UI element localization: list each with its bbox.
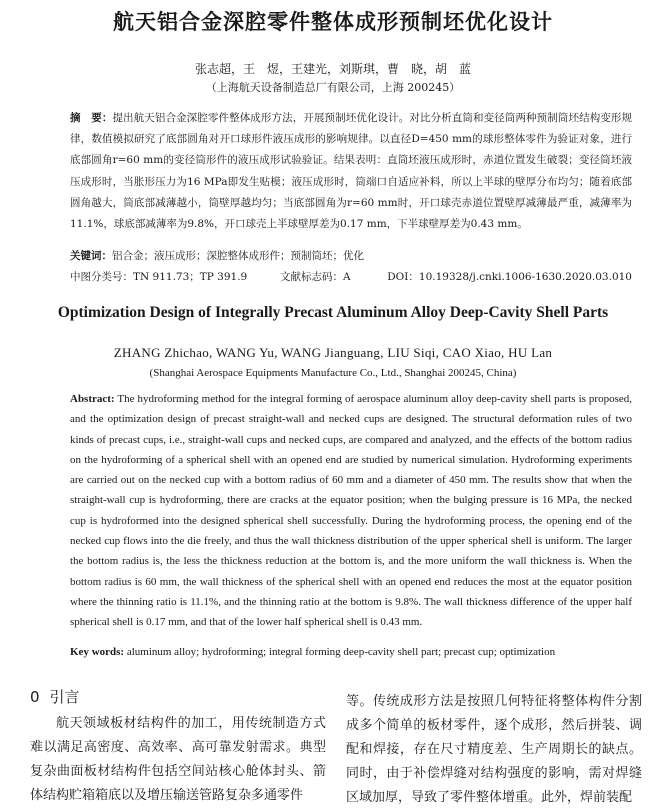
chinese-title: 航天铝合金深腔零件整体成形预制坯优化设计 [113,10,553,34]
english-keywords [70,646,632,658]
english-affiliation: (Shanghai Aerospace Equipments Manufacture Co., Ltd., Shanghai 200245, China) [149,367,517,379]
intro-paragraph-left: 航天领域板材结构件的加工，用传统制造方式难以满足高密度、高效率、高可靠发射需求。典型复杂曲面板材结构件包括空间站核心舱体封头、箭体结构贮箱箱底以及增压输送管路复杂多通零件 [30,716,326,803]
chinese-authors: 张志超，王 煜，王建光，刘斯琪，曹 晓，胡 蓝 [194,62,471,76]
section-heading-introduction [30,686,326,708]
english-keywords-text: aluminum alloy; hydroforming; integral forming deep-cavity shell part; precast cup; optimization [126,646,556,658]
body-left-column [30,686,326,808]
english-abstract-label: Abstract: [70,393,115,405]
chinese-abstract-label: 摘 要： [70,112,113,124]
chinese-keywords-text: 铝合金；液压成形；深腔整体成形件；预制筒坯；优化 [112,250,364,262]
section-number: 0 [30,688,40,706]
english-abstract-text: The hydroforming method for the integral forming of aerospace aluminum alloy deep-cavity shell parts is proposed, and the optimization design of precast straight-wall and necked cups are designed. The structural deformation rules of two kinds of precast cups, i.e., straight-wall cups and necked cups, are compared and analyzed, and the effects of the bottom radius on the hydroforming of a spherical shell with an opened end are studied by numerical simulation. Hydroforming experiments are carried out on the necked cup with a bottom radius of 60 mm and a diameter of 450 mm. The results show that when the straight-wall cup is hydroforming, there are cracks at the equator position; when the bulging pressure is 16 MPa, the necked cup is hydroformed into the designed spherical shell successfully. During the hydroforming process, the opening end of the necked cup flows into the die freely, and thus the wall thickness distribution of the upper spherical shell is uniform. The larger the bottom radius is, the less the thickness reduction at the bottom is, and the more uniform the wall thickness is. When the bottom radius is 60 mm, the wall thickness of the spherical shell with an opened end reduces the most at the equator position where the thinning ratio is 11.1%, and the thinning ratio at the bottom is 9.8%. The wall thickness difference of the upper half spherical shell is 0.17 mm, and that of the lower half spherical shell is 0.43 mm. [70,393,632,629]
doi[interactable]: DOI：10.19328/j.cnki.1006-1630.2020.03.010 [387,271,632,283]
document-code: 文献标志码：A [280,271,351,283]
chinese-keywords [70,248,632,263]
chinese-affiliation: （上海航天设备制造总厂有限公司，上海 200245） [205,81,461,94]
chinese-abstract-text: 提出航天铝合金深腔零件整体成形方法，开展预制坯优化设计。对比分析直筒和变径筒两种预制筒坯结构变形规律，数值模拟研究了底部圆角对开口球形件液压成形的影响规律。以直径D=450 mm的球形整体零件为验证对象，进行底部圆角r=60 mm的变径筒形件的液压成形试验验证。结果表明：直筒坯液压成形时，赤道位置发生破裂；变径筒坯液压成形时，当胀形压力为16 MPa即发生贴模；液压成形时，筒端口自适应补料，所以上半球的壁厚分布均匀；随着底部圆角越大，筒底部减薄越小，筒壁厚越均匀；当底部圆角为r=60 mm时，开口球壳赤道位置壁厚减薄最严重，减薄率为11.1%，球底部减薄率为9.8%，开口球壳上半球壁厚差为0.17 mm，下半球壁厚差为0.43 mm。 [70,112,633,231]
english-authors: ZHANG Zhichao, WANG Yu, WANG Jianguang, LIU Siqi, CAO Xiao, HU Lan [113,345,553,360]
section-title: 引言 [49,688,80,706]
chinese-keywords-label: 关键词： [70,250,112,262]
intro-paragraph-right: 等。传统成形方法是按照几何特征将整体构件分割成多个简单的板材零件，逐个成形，然后拼装、调配和焊接，存在尺寸精度差、生产周期长的缺点。同时，由于补偿焊缝对结构强度的影响，需对焊缝区域加厚，导致了零件整体增重。此外，焊前装配 [346,694,642,805]
clc-number: 中图分类号：TN 911.73；TP 391.9 [70,271,248,283]
body-right-column [346,690,642,810]
english-abstract [70,389,632,633]
english-keywords-label: Key words: [70,646,125,658]
chinese-abstract [70,108,632,235]
english-title: Optimization Design of Integrally Precast Aluminum Alloy Deep-Cavity Shell Parts [57,304,609,321]
